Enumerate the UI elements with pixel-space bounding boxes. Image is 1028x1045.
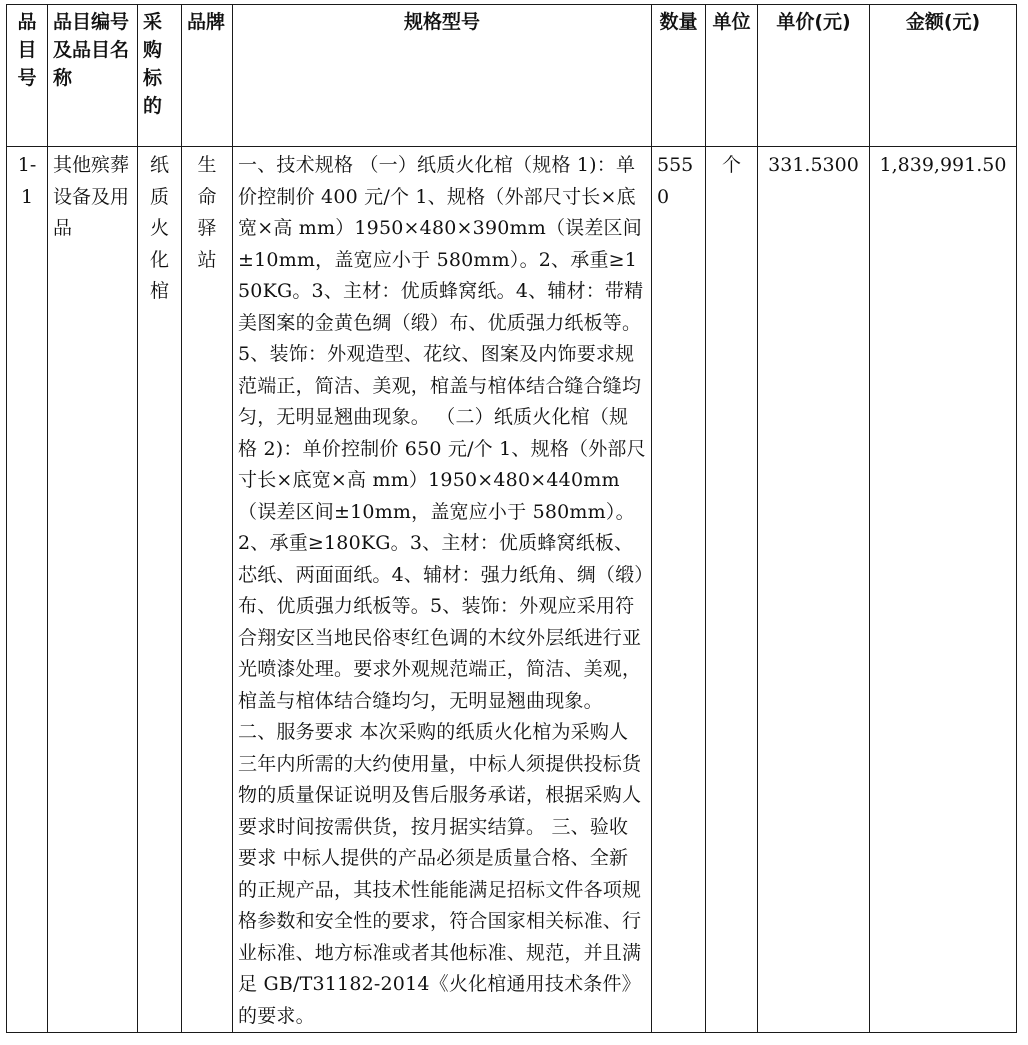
header-quantity: 数量 bbox=[652, 5, 706, 147]
header-spec: 规格型号 bbox=[233, 5, 652, 147]
cell-procure-target: 纸质火化棺 bbox=[138, 147, 182, 1033]
header-unit-price: 单价(元) bbox=[758, 5, 870, 147]
header-procure-target: 采购标的 bbox=[138, 5, 182, 147]
header-item-code-name: 品目编号及品目名称 bbox=[48, 5, 138, 147]
header-row bbox=[7, 5, 1017, 147]
cell-brand: 生命驿站 bbox=[182, 147, 233, 1033]
cell-item-code-name: 其他殡葬设备及用品 bbox=[48, 147, 138, 1033]
header-unit: 单位 bbox=[706, 5, 758, 147]
header-brand: 品牌 bbox=[182, 5, 233, 147]
header-item-no: 品目号 bbox=[7, 5, 48, 147]
cell-unit-price: 331.5300 bbox=[758, 147, 870, 1033]
cell-amount: 1,839,991.50 bbox=[870, 147, 1017, 1033]
cell-spec: 一、技术规格 （一）纸质火化棺（规格 1)：单价控制价 400 元/个 1、规格（外部尺寸长×底宽×高 mm）1950×480×390mm（误差区间±10mm，盖宽应小于 580mm）。2、承重≥150KG。3、主材：优质蜂窝纸。4、辅材：带精美图案的金黄色绸（缎）布、优质强力纸板等。5、装饰：外观造型、花纹、图案及内饰要求规范端正，简洁、美观，棺盖与棺体结合缝合缝均匀，无明显翘曲现象。 （二）纸质火化棺（规格 2)：单价控制价 650 元/个 1、规格（外部尺寸长×底宽×高 mm）1950×480×440mm（误差区间±10mm，盖宽应小于 580mm）。2、承重≥180KG。3、主材：优质蜂窝纸板、芯纸、两面面纸。4、辅材：强力纸角、绸（缎）布、优质强力纸板等。5、装饰：外观应采用符合翔安区当地民俗枣红色调的木纹外层纸进行亚光喷漆处理。要求外观规范端正，简洁、美观，棺盖与棺体结合缝均匀，无明显翘曲现象。 二、服务要求 本次采购的纸质火化棺为采购人三年内所需的大约使用量，中标人须提供投标货物的质量保证说明及售后服务承诺，根据采购人要求时间按需供货，按月据实结算。 三、验收要求 中标人提供的产品必须是质量合格、全新的正规产品，其技术性能能满足招标文件各项规格参数和安全性的要求，符合国家相关标准、行业标准、地方标准或者其他标准、规范，并且满足 GB/T31182-2014《火化棺通用技术条件》的要求。 bbox=[233, 147, 652, 1033]
cell-quantity: 5550 bbox=[652, 147, 706, 1033]
cell-item-no: 1-1 bbox=[7, 147, 48, 1033]
procurement-table bbox=[6, 4, 1017, 1033]
cell-unit: 个 bbox=[706, 147, 758, 1033]
table-row bbox=[7, 147, 1017, 1033]
header-amount: 金额(元) bbox=[870, 5, 1017, 147]
